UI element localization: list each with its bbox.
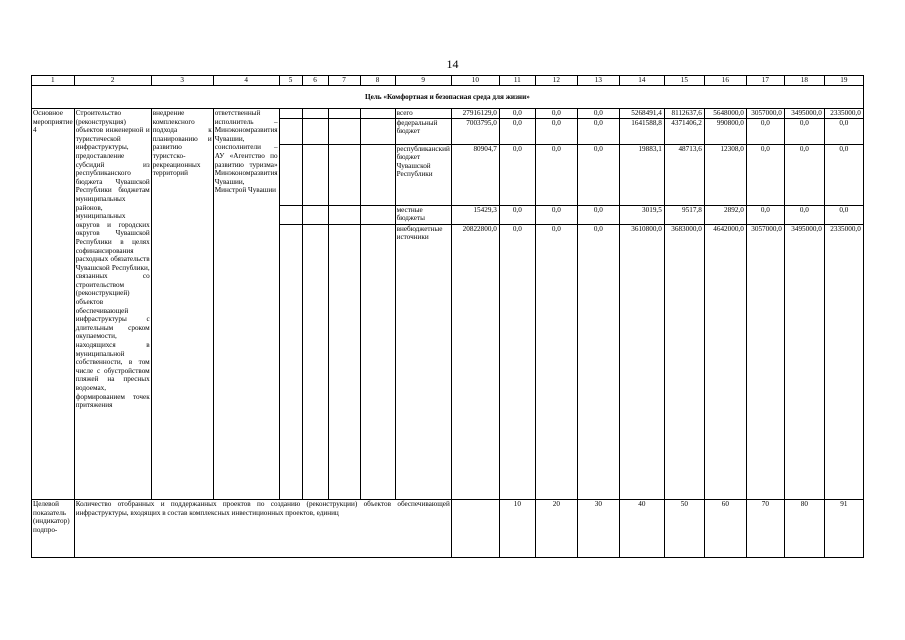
value-cell: 7003795,0 [451, 118, 499, 144]
indicator-row [32, 500, 864, 558]
empty-cell [279, 224, 302, 499]
value-cell: 3019,5 [619, 205, 664, 224]
value-cell: 19883,1 [619, 144, 664, 205]
value-cell: 2892,0 [704, 205, 746, 224]
empty-cell [279, 118, 302, 144]
value-cell: 3495000,0 [784, 224, 824, 499]
col-num: 12 [535, 76, 577, 86]
empty-cell [302, 118, 328, 144]
value-cell: 4371406,2 [664, 118, 704, 144]
indicator-value: 80 [784, 500, 824, 558]
empty-cell [328, 205, 360, 224]
col-num: 1 [32, 76, 75, 86]
value-cell: 990800,0 [704, 118, 746, 144]
value-cell: 15429,3 [451, 205, 499, 224]
indicator-value: 40 [619, 500, 664, 558]
value-cell: 0,0 [535, 109, 577, 119]
goal-row [32, 86, 864, 109]
funding-row-total [32, 109, 864, 119]
value-cell: 1641588,8 [619, 118, 664, 144]
value-cell: 0,0 [824, 118, 863, 144]
empty-cell [279, 144, 302, 205]
funding-source: местные бюджеты [395, 205, 451, 224]
empty-cell [328, 224, 360, 499]
indicator-value: 20 [535, 500, 577, 558]
indicator-value: 30 [577, 500, 619, 558]
value-cell: 3610800,0 [619, 224, 664, 499]
value-cell: 0,0 [577, 144, 619, 205]
value-cell: 0,0 [746, 144, 784, 205]
col-num: 13 [577, 76, 619, 86]
value-cell: 0,0 [499, 205, 535, 224]
value-cell: 0,0 [499, 144, 535, 205]
col-num: 18 [784, 76, 824, 86]
value-cell: 0,0 [535, 224, 577, 499]
indicator-value: 60 [704, 500, 746, 558]
indicator-value: 50 [664, 500, 704, 558]
value-cell: 27916129,0 [451, 109, 499, 119]
value-cell: 20822800,0 [451, 224, 499, 499]
column-number-row [32, 76, 864, 86]
col-num: 14 [619, 76, 664, 86]
indicator-label: Целевой показатель (индикатор) подпро- [32, 500, 75, 558]
value-cell: 0,0 [746, 205, 784, 224]
activity-label: Основное мероприятие 4 [32, 109, 75, 500]
value-cell: 0,0 [535, 144, 577, 205]
value-cell: 80904,7 [451, 144, 499, 205]
empty-cell [302, 144, 328, 205]
col-num: 19 [824, 76, 863, 86]
value-cell: 0,0 [784, 144, 824, 205]
funding-source: республиканский бюджет Чувашской Республики [395, 144, 451, 205]
value-cell: 5648000,0 [704, 109, 746, 119]
col-num: 8 [360, 76, 395, 86]
activity-description: Строительство (реконструкция) объектов инженерной и туристической инфраструктуры, предоставление субсидий из республиканского бюджета Чувашской Республики бюджетам муниципальных районов, муниципальных округов и городских округов Чувашской Республики в целях софинансирования расходных обязательств Чувашской Республики, связанных со строительством (реконструкцией) объектов обеспечивающей инфраструктуры с длительным сроком окупаемости, находящихся в муниципальной собственности, в том числе с обустройством пляжей на пресных водоемах, формированием точек притяжения [74, 109, 151, 500]
goal-title: Цель «Комфортная и безопасная среда для жизни» [32, 86, 864, 109]
value-cell: 0,0 [577, 224, 619, 499]
col-num: 6 [302, 76, 328, 86]
col-num: 5 [279, 76, 302, 86]
empty-cell [302, 109, 328, 119]
col-num: 15 [664, 76, 704, 86]
value-cell: 0,0 [499, 224, 535, 499]
col-num: 3 [151, 76, 213, 86]
value-cell: 0,0 [784, 118, 824, 144]
value-cell: 0,0 [577, 205, 619, 224]
value-cell: 0,0 [824, 205, 863, 224]
empty-cell [279, 205, 302, 224]
value-cell: 0,0 [499, 109, 535, 119]
value-cell: 3495000,0 [784, 109, 824, 119]
value-cell: 0,0 [535, 118, 577, 144]
col-num: 11 [499, 76, 535, 86]
activity-executors: ответственный исполнитель – Минэкономразвития Чувашии, соисполнители – АУ «Агентство по развитию туризма» Минэкономразвития Чувашии, Минстрой Чувашии [213, 109, 279, 500]
indicator-value: 91 [824, 500, 863, 558]
page-number: 14 [446, 57, 459, 71]
value-cell: 0,0 [535, 205, 577, 224]
program-table [31, 75, 864, 558]
empty-cell [328, 144, 360, 205]
indicator-text: Количество отобранных и поддержанных проектов по созданию (реконструкции) объектов обеспечивающей инфраструктуры, входящих в состав комплексных инвестиционных проектов, единиц [74, 500, 451, 558]
col-num: 7 [328, 76, 360, 86]
empty-cell [451, 500, 499, 558]
empty-cell [302, 224, 328, 499]
value-cell: 4642000,0 [704, 224, 746, 499]
empty-cell [360, 118, 395, 144]
empty-cell [328, 109, 360, 119]
col-num: 10 [451, 76, 499, 86]
value-cell: 0,0 [824, 144, 863, 205]
empty-cell [360, 109, 395, 119]
col-num: 16 [704, 76, 746, 86]
empty-cell [360, 144, 395, 205]
value-cell: 0,0 [499, 118, 535, 144]
empty-cell [302, 205, 328, 224]
value-cell: 5268491,4 [619, 109, 664, 119]
funding-source: внебюджетные источники [395, 224, 451, 499]
empty-cell [360, 205, 395, 224]
value-cell: 2335000,0 [824, 224, 863, 499]
col-num: 2 [74, 76, 151, 86]
indicator-value: 70 [746, 500, 784, 558]
value-cell: 0,0 [784, 205, 824, 224]
activity-result: внедрение комплексного подхода к планированию и развитию туристско-рекреационных территорий [151, 109, 213, 500]
value-cell: 0,0 [577, 109, 619, 119]
col-num: 9 [395, 76, 451, 86]
indicator-value: 10 [499, 500, 535, 558]
value-cell: 0,0 [577, 118, 619, 144]
empty-cell [328, 118, 360, 144]
empty-cell [360, 224, 395, 499]
value-cell: 12308,0 [704, 144, 746, 205]
value-cell: 3057000,0 [746, 109, 784, 119]
value-cell: 3683000,0 [664, 224, 704, 499]
value-cell: 8112637,6 [664, 109, 704, 119]
value-cell: 0,0 [746, 118, 784, 144]
col-num: 4 [213, 76, 279, 86]
value-cell: 48713,6 [664, 144, 704, 205]
empty-cell [279, 109, 302, 119]
funding-source: федеральный бюджет [395, 118, 451, 144]
col-num: 17 [746, 76, 784, 86]
value-cell: 9517,8 [664, 205, 704, 224]
value-cell: 3057000,0 [746, 224, 784, 499]
value-cell: 2335000,0 [824, 109, 863, 119]
funding-source: всего [395, 109, 451, 119]
